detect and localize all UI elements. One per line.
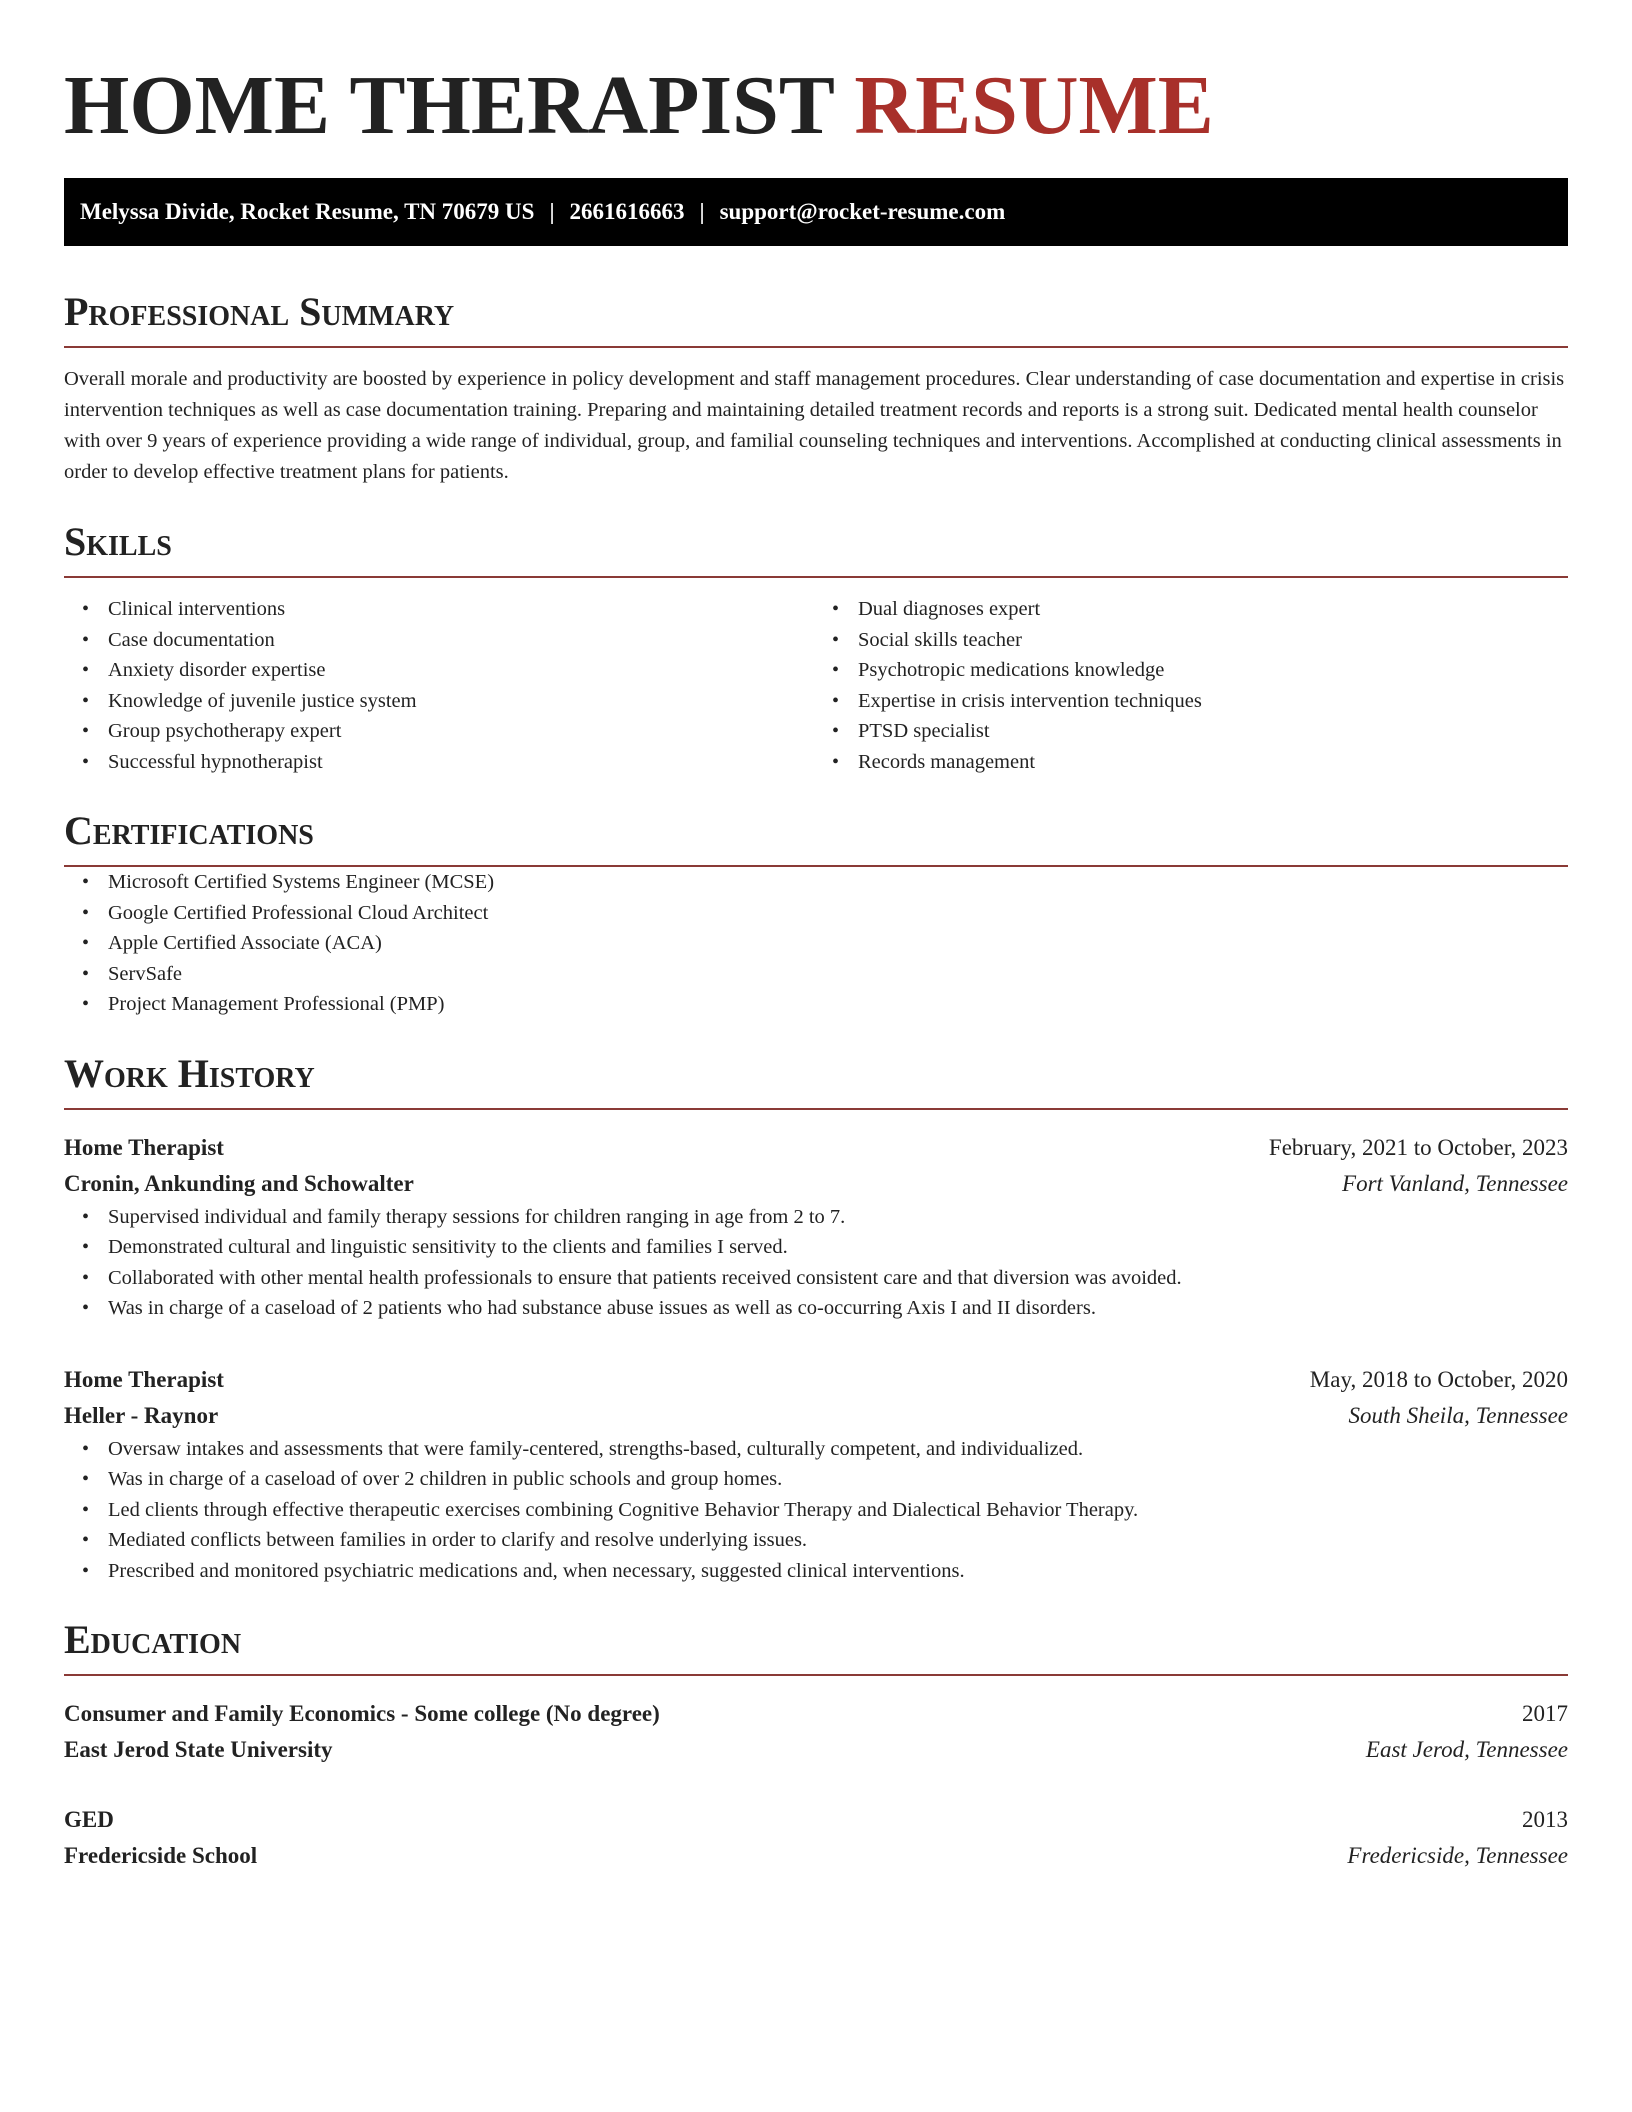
education-location: East Jerod, Tennessee bbox=[1365, 1737, 1568, 1762]
list-item: • ServSafe bbox=[108, 959, 1568, 990]
section-heading: Work History bbox=[64, 1050, 1568, 1110]
contact-phone: 2661616663 bbox=[569, 199, 685, 224]
job-bullets bbox=[64, 1434, 1568, 1587]
education-location: Fredericside, Tennessee bbox=[1347, 1843, 1568, 1868]
title-main: HOME THERAPIST bbox=[64, 59, 834, 152]
education-entry bbox=[64, 1696, 1568, 1768]
skills-column-right bbox=[816, 594, 1568, 777]
section-heading: Education bbox=[64, 1616, 1568, 1676]
contact-separator: | bbox=[549, 199, 555, 224]
education-entry bbox=[64, 1802, 1568, 1874]
list-item: • Google Certified Professional Cloud Architect bbox=[108, 898, 1568, 929]
certifications-list bbox=[64, 867, 1568, 1020]
education-degree-row bbox=[64, 1696, 1568, 1732]
education-school-row bbox=[64, 1838, 1568, 1874]
job-title: Home Therapist bbox=[64, 1366, 224, 1392]
resume-title bbox=[64, 0, 1568, 154]
list-item: • Apple Certified Associate (ACA) bbox=[108, 928, 1568, 959]
education-degree-row bbox=[64, 1802, 1568, 1838]
skills-list bbox=[64, 594, 816, 777]
job-title: Home Therapist bbox=[64, 1134, 224, 1160]
list-item: • Social skills teacher bbox=[858, 625, 1568, 656]
skills-grid bbox=[64, 594, 1568, 777]
list-item: • PTSD specialist bbox=[858, 716, 1568, 747]
list-item: • Case documentation bbox=[108, 625, 816, 656]
list-item: • Project Management Professional (PMP) bbox=[108, 989, 1568, 1020]
skills-list bbox=[816, 594, 1568, 777]
job-header-row bbox=[64, 1130, 1568, 1166]
list-item: • Mediated conflicts between families in order to clarify and resolve underlying issues. bbox=[108, 1525, 1568, 1556]
section-summary bbox=[64, 288, 1568, 488]
list-item: • Prescribed and monitored psychiatric medications and, when necessary, suggested clinical interventions. bbox=[108, 1556, 1568, 1587]
section-heading: Professional Summary bbox=[64, 288, 1568, 348]
job-header-row bbox=[64, 1362, 1568, 1398]
list-item: • Collaborated with other mental health professionals to ensure that patients received consistent care and that diversion was avoided. bbox=[108, 1263, 1568, 1294]
job-entry bbox=[64, 1130, 1568, 1324]
education-school-row bbox=[64, 1732, 1568, 1768]
job-location: Fort Vanland, Tennessee bbox=[1342, 1170, 1568, 1196]
job-company: Cronin, Ankunding and Schowalter bbox=[64, 1170, 414, 1196]
list-item: • Anxiety disorder expertise bbox=[108, 655, 816, 686]
list-item: • Clinical interventions bbox=[108, 594, 816, 625]
education-year: 2017 bbox=[1522, 1701, 1568, 1726]
list-item: • Successful hypnotherapist bbox=[108, 747, 816, 778]
skills-column-left bbox=[64, 594, 816, 777]
section-skills bbox=[64, 518, 1568, 777]
job-dates: May, 2018 to October, 2020 bbox=[1309, 1366, 1568, 1392]
job-company: Heller - Raynor bbox=[64, 1402, 219, 1428]
job-dates: February, 2021 to October, 2023 bbox=[1268, 1134, 1568, 1160]
education-degree: GED bbox=[64, 1807, 114, 1832]
contact-bar bbox=[64, 178, 1568, 246]
list-item: • Group psychotherapy expert bbox=[108, 716, 816, 747]
education-school: East Jerod State University bbox=[64, 1737, 333, 1762]
education-year: 2013 bbox=[1522, 1807, 1568, 1832]
summary-text: Overall morale and productivity are boosted by experience in policy development and staff management procedures. Clear understanding of case documentation and expertise in crisis intervention techniques as well as case documentation training. Preparing and maintaining detailed treatment records and reports is a strong suit. Dedicated mental health counselor with over 9 years of experience providing a wide range of individual, group, and familial counseling techniques and interventions. Accomplished at conducting clinical assessments in order to develop effective treatment plans for patients. bbox=[64, 368, 1565, 483]
job-company-row bbox=[64, 1166, 1568, 1202]
list-item: • Was in charge of a caseload of 2 patients who had substance abuse issues as well as co-occurring Axis I and II disorders. bbox=[108, 1293, 1568, 1324]
list-item: • Supervised individual and family therapy sessions for children ranging in age from 2 to 7. bbox=[108, 1202, 1568, 1233]
list-item: • Dual diagnoses expert bbox=[858, 594, 1568, 625]
list-item: • Demonstrated cultural and linguistic sensitivity to the clients and families I served. bbox=[108, 1232, 1568, 1263]
list-item: • Led clients through effective therapeutic exercises combining Cognitive Behavior Therapy and Dialectical Behavior Therapy. bbox=[108, 1495, 1568, 1526]
section-education bbox=[64, 1616, 1568, 1874]
section-heading: Certifications bbox=[64, 807, 1568, 867]
contact-address: Melyssa Divide, Rocket Resume, TN 70679 US bbox=[80, 199, 535, 224]
job-entry bbox=[64, 1362, 1568, 1587]
contact-email[interactable]: support@rocket-resume.com bbox=[719, 199, 1006, 224]
section-work-history bbox=[64, 1050, 1568, 1587]
job-bullets bbox=[64, 1202, 1568, 1324]
job-location: South Sheila, Tennessee bbox=[1348, 1402, 1568, 1428]
list-item: • Knowledge of juvenile justice system bbox=[108, 686, 816, 717]
section-heading: Skills bbox=[64, 518, 1568, 578]
section-certifications bbox=[64, 807, 1568, 1020]
list-item: • Records management bbox=[858, 747, 1568, 778]
list-item: • Psychotropic medications knowledge bbox=[858, 655, 1568, 686]
contact-separator: | bbox=[699, 199, 705, 224]
list-item: • Was in charge of a caseload of over 2 children in public schools and group homes. bbox=[108, 1464, 1568, 1495]
list-item: • Oversaw intakes and assessments that were family-centered, strengths-based, culturally competent, and individualized. bbox=[108, 1434, 1568, 1465]
education-degree: Consumer and Family Economics - Some college (No degree) bbox=[64, 1701, 660, 1726]
list-item: • Microsoft Certified Systems Engineer (MCSE) bbox=[108, 867, 1568, 898]
job-company-row bbox=[64, 1398, 1568, 1434]
title-accent: RESUME bbox=[854, 59, 1214, 152]
list-item: • Expertise in crisis intervention techniques bbox=[858, 686, 1568, 717]
education-school: Fredericside School bbox=[64, 1843, 258, 1868]
